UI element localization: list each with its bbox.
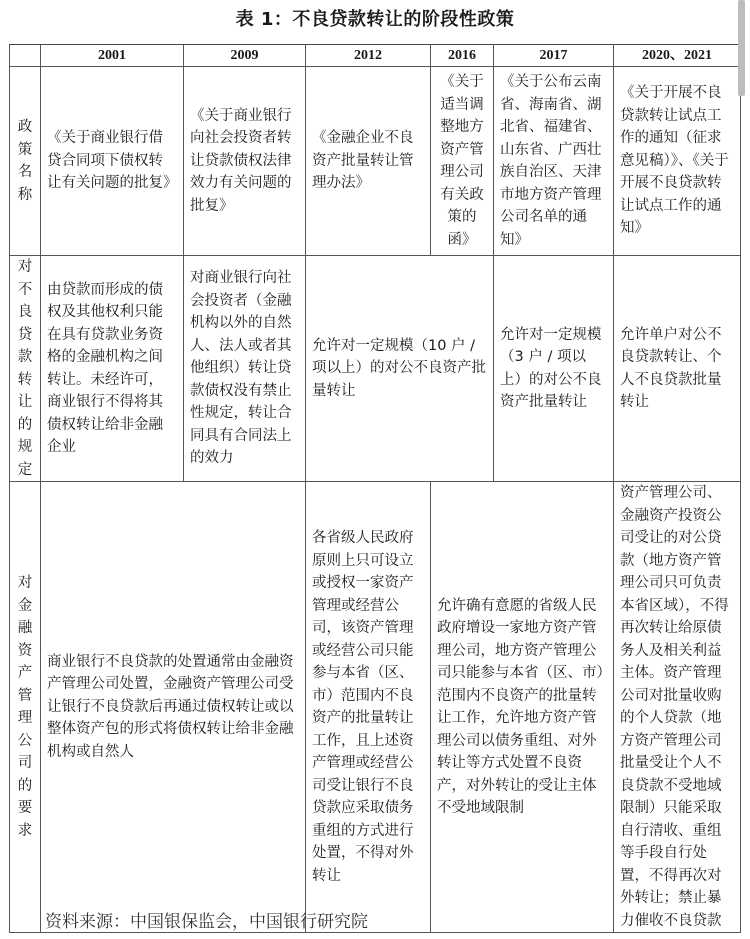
source-note: 资料来源：中国银保监会，中国银行研究院	[45, 912, 368, 932]
cell-amc-2012: 各省级人民政府原则上只可设立或授权一家资产管理或经营公司，该资产管理或经营公司只能参与本省（区、市）范围内不良资产的批量转让工作，且上述资产管理或经营公司受让银行不良贷款应采取债务重组的方式进行处置，不得对外转让	[306, 482, 431, 933]
table-row-amc-requirements	[10, 482, 741, 933]
table-title: 表 1：不良贷款转让的阶段性政策	[235, 9, 515, 30]
cell-policy-2012: 《金融企业不良资产批量转让管理办法》	[306, 67, 431, 256]
cell-amc-2020-2021: 资产管理公司、金融资产投资公司受让的对公贷款（地方资产管理公司只可负责本省区域），不得再次转让给原债务人及相关利益主体。资产管理公司对批量收购的个人贷款（地方资产管理公司批量受让个人不良贷款不受地域限制）只能采取自行清收、重组等手段自行处置，不得再次对外转让；禁止暴力催收不良贷款	[614, 482, 741, 933]
column-header-2009: 2009	[184, 45, 306, 67]
policy-table	[9, 44, 741, 933]
column-header-2017: 2017	[494, 45, 614, 67]
cell-amc-2016-2017: 允许确有意愿的省级人民政府增设一家地方资产管理公司，地方资产管理公司只能参与本省（区、市）范围内不良资产的批量转让工作，允许地方资产管理公司以债务重组、对外转让等方式处置不良资产，对外转让的受让主体不受地域限制	[431, 482, 614, 933]
cell-amc-2001-2009: 商业银行不良贷款的处置通常由金融资产管理公司处置，金融资产管理公司受让银行不良贷款后再通过债权转让或以整体资产包的形式将债权转让给非金融机构或自然人	[41, 482, 306, 933]
table-row-policy-name	[10, 67, 741, 256]
column-header-2020-2021: 2020、2021	[614, 45, 741, 67]
column-header-2016: 2016	[431, 45, 494, 67]
table-header-row	[10, 45, 741, 67]
cell-policy-2020-2021: 《关于开展不良贷款转让试点工作的通知（征求意见稿）》、《关于开展不良贷款转让试点工作的通知》	[614, 67, 741, 256]
cell-policy-2009: 《关于商业银行向社会投资者转让贷款债权法律效力有关问题的批复》	[184, 67, 306, 256]
table-row-transfer-rules	[10, 256, 741, 482]
column-header-2012: 2012	[306, 45, 431, 67]
cell-rules-2009: 对商业银行向社会投资者（金融机构以外的自然人、法人或者其他组织）转让贷款债权没有禁止性规定，转让合同具有合同法上的效力	[184, 256, 306, 482]
row-header-policy-name: 政策名称	[10, 67, 41, 256]
column-header-blank	[10, 45, 41, 67]
cell-rules-2012-2016: 允许对一定规模（10 户 / 项以上）的对公不良资产批量转让	[306, 256, 494, 482]
cell-rules-2001: 由贷款而形成的债权及其他权利只能在具有贷款业务资格的金融机构之间转让。未经许可，商业银行不得将其债权转让给非金融企业	[41, 256, 184, 482]
cell-policy-2016: 《关于适当调整地方资产管理公司有关政策的函》	[431, 67, 494, 256]
cell-policy-2017: 《关于公布云南省、海南省、湖北省、福建省、山东省、广西壮族自治区、天津市地方资产管理公司名单的通知》	[494, 67, 614, 256]
row-header-transfer-rules: 对不良贷款转让的规定	[10, 256, 41, 482]
cell-policy-2001: 《关于商业银行借贷合同项下债权转让有关问题的批复》	[41, 67, 184, 256]
column-header-2001: 2001	[41, 45, 184, 67]
cell-rules-2017: 允许对一定规模（3 户 / 项以上）的对公不良资产批量转让	[494, 256, 614, 482]
vertical-scrollbar[interactable]	[738, 0, 745, 96]
cell-rules-2020-2021: 允许单户对公不良贷款转让、个人不良贷款批量转让	[614, 256, 741, 482]
row-header-amc-requirements: 对金融资产管理公司的要求	[10, 482, 41, 933]
